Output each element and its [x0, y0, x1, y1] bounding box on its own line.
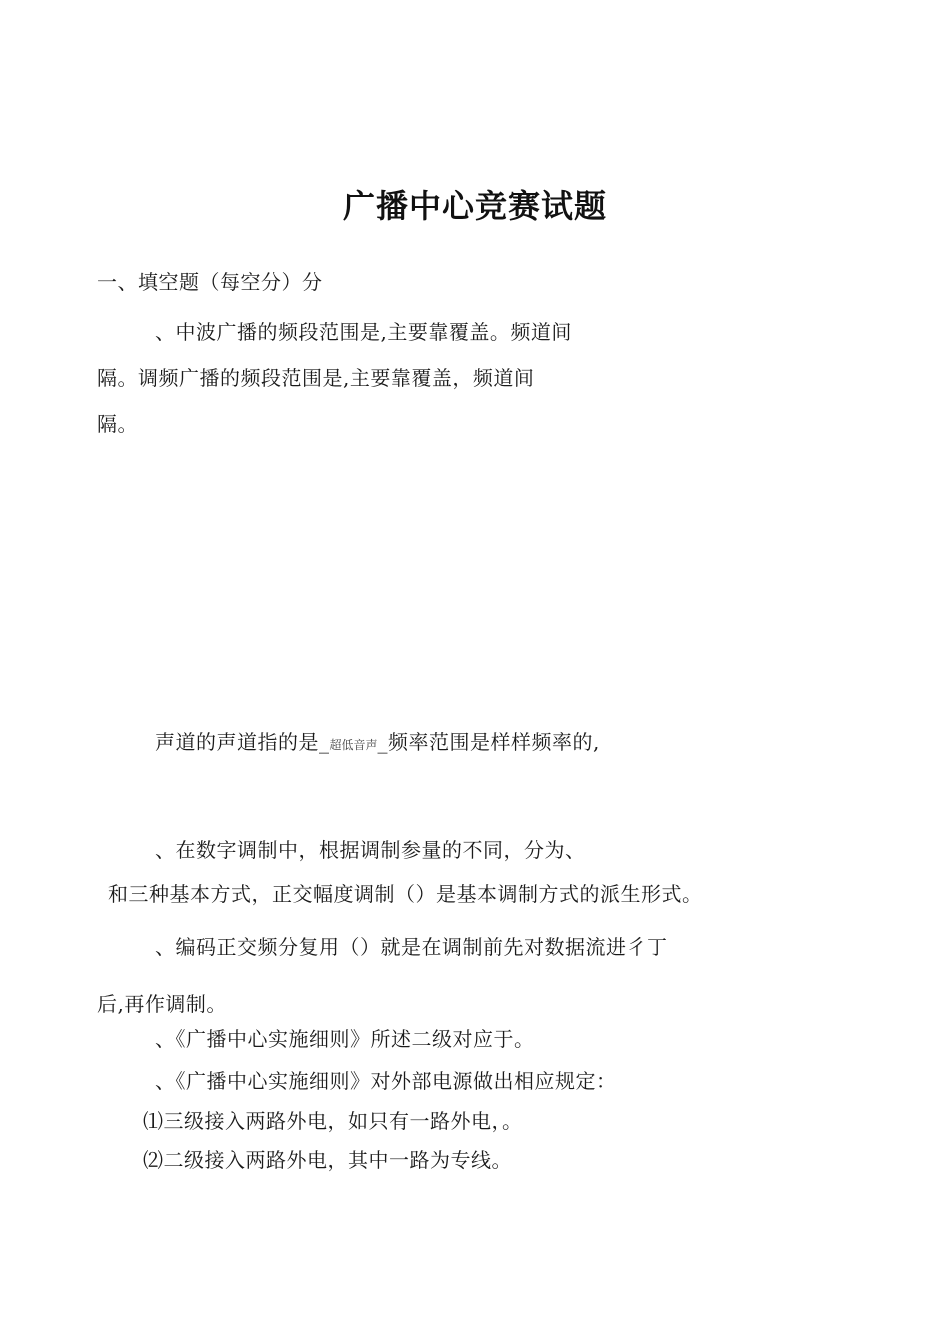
- question-1-line-2: 隔。调频广播的频段范围是,主要靠覆盖，频道间: [97, 366, 535, 390]
- question-6-line-1: 、《广播中心实施细则》对外部电源做出相应规定：: [155, 1069, 617, 1093]
- document-title: 广播中心竞赛试题: [342, 187, 607, 225]
- section-heading-fill-in-blank: 一、填空题（每空分）分: [97, 270, 323, 294]
- question-1-line-3: 隔。: [97, 412, 138, 436]
- question-3-line-2: 和三种基本方式，正交幅度调制（）是基本调制方式的派生形式。: [108, 882, 703, 906]
- question-2-prefix: 声道的声道指的是_: [155, 730, 330, 754]
- question-4-line-2: 后,再作调制。: [97, 992, 227, 1016]
- question-2-suffix: _频率范围是样样频率的,: [377, 730, 600, 754]
- question-6-item-1: ⑴三级接入两路外电，如只有一路外电，。: [143, 1109, 523, 1133]
- question-6-item-2: ⑵二级接入两路外电，其中一路为专线。: [143, 1148, 512, 1172]
- question-5-line-1: 、《广播中心实施细则》所述二级对应于。: [155, 1027, 535, 1051]
- question-2-line: [155, 728, 600, 759]
- question-3-line-1: 、在数字调制中，根据调制参量的不同，分为、: [155, 838, 586, 862]
- question-2-answer: 超低音声: [329, 738, 378, 752]
- question-1-line-1: 、中波广播的频段范围是,主要靠覆盖。频道间: [155, 320, 572, 344]
- question-4-line-1: 、编码正交频分复用（）就是在调制前先对数据流进彳丁: [155, 935, 668, 959]
